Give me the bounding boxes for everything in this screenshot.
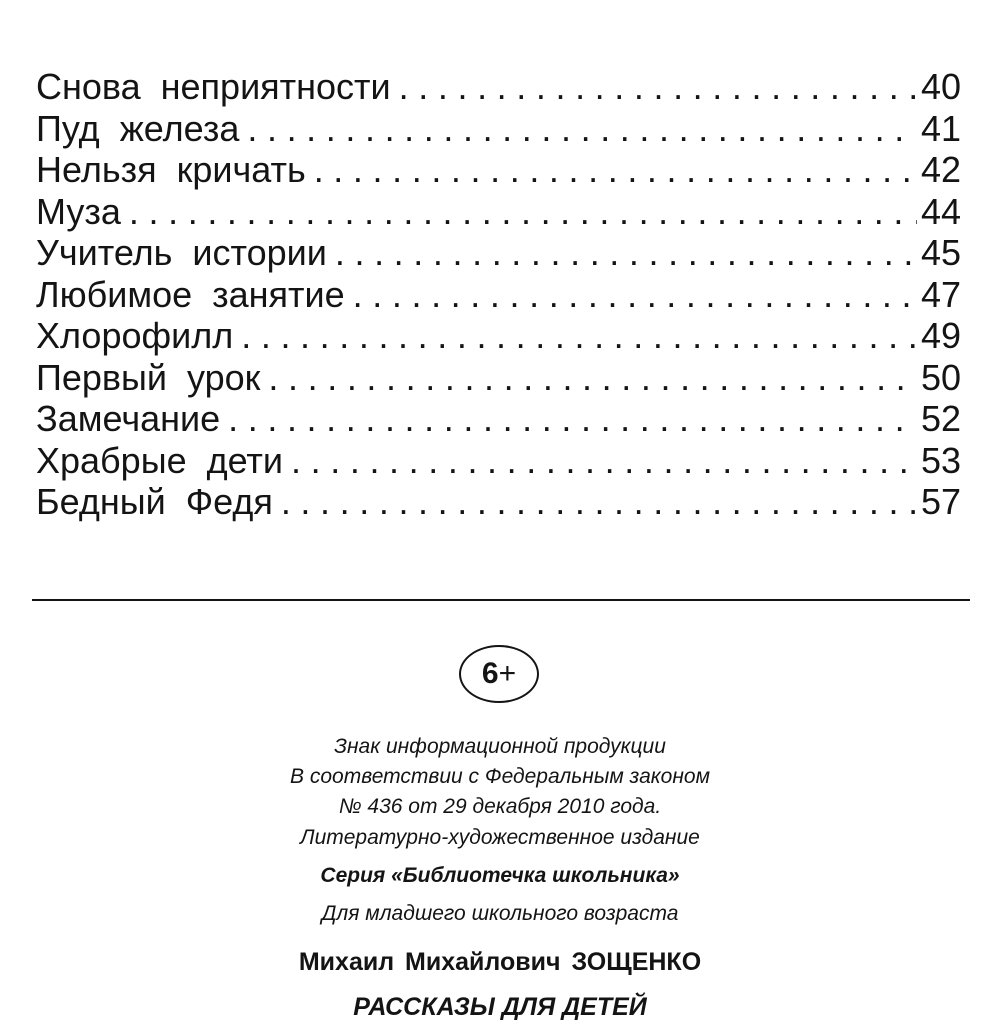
- toc-entry-title: Первый урок: [36, 356, 261, 398]
- toc-leader-dots: [281, 481, 917, 523]
- toc-entry-page: 42: [920, 149, 961, 190]
- age-rating-plus: +: [498, 657, 517, 690]
- toc-entry: [36, 398, 961, 440]
- toc-entry-page: 50: [920, 356, 961, 398]
- author-name: Михаил Михайлович ЗОЩЕНКО: [298, 948, 702, 976]
- toc-entry: [36, 232, 961, 274]
- toc-entry-title: Пуд железа: [36, 107, 240, 149]
- toc-entry: [36, 108, 961, 150]
- toc-leader-dots: [228, 398, 917, 440]
- toc-leader-dots: [335, 232, 917, 274]
- age-rating-badge: [459, 645, 539, 703]
- toc-entry-page: 47: [920, 273, 961, 315]
- toc-entry-page: 45: [920, 232, 961, 273]
- notice-line: В соответствии с Федеральным законом: [290, 765, 710, 788]
- toc-entry-title: Хлорофилл: [36, 315, 234, 356]
- toc-entry-title: Храбрые дети: [36, 439, 284, 481]
- toc-entry: [36, 315, 961, 357]
- toc-entry-page: 49: [920, 315, 961, 356]
- toc-entry-page: 52: [920, 398, 961, 439]
- toc-entry: [36, 357, 961, 399]
- toc-entry-page: 53: [920, 439, 961, 481]
- toc-entry-title: Учитель истории: [36, 232, 327, 273]
- horizontal-divider: [32, 599, 970, 601]
- target-audience: Для младшего школьного возраста: [321, 902, 679, 925]
- toc-entry-title: Любимое занятие: [36, 273, 345, 315]
- toc-entry-page: 44: [920, 190, 961, 232]
- edition-genre: Литературно-художественное издание: [300, 826, 700, 849]
- toc-entry-page: 41: [920, 107, 961, 149]
- toc-entry: [36, 191, 961, 233]
- toc-entry: [36, 149, 961, 191]
- age-rating-number: 6: [481, 657, 499, 690]
- table-of-contents: [36, 66, 961, 523]
- notice-line: Знак информационной продукции: [334, 735, 666, 758]
- toc-entry-title: Муза: [36, 190, 121, 232]
- toc-entry-title: Замечание: [36, 398, 221, 439]
- toc-leader-dots: [291, 440, 917, 482]
- toc-entry-title: Снова неприятности: [36, 66, 391, 107]
- toc-entry: [36, 481, 961, 523]
- toc-entry: [36, 440, 961, 482]
- toc-entry-page: 57: [920, 481, 961, 522]
- toc-leader-dots: [314, 149, 917, 191]
- toc-entry: [36, 66, 961, 108]
- notice-line: № 436 от 29 декабря 2010 года.: [338, 795, 662, 818]
- toc-leader-dots: [241, 315, 917, 357]
- toc-leader-dots: [247, 108, 917, 150]
- toc-entry-page: 40: [920, 66, 961, 107]
- book-title: РАССКАЗЫ ДЛЯ ДЕТЕЙ: [353, 993, 647, 1021]
- toc-leader-dots: [353, 274, 917, 316]
- toc-entry: [36, 274, 961, 316]
- toc-leader-dots: [399, 66, 917, 108]
- toc-leader-dots: [129, 191, 917, 233]
- toc-entry-title: Бедный Федя: [36, 481, 273, 522]
- toc-entry-title: Нельзя кричать: [36, 149, 306, 190]
- series-name: Серия «Библиотечка школьника»: [320, 864, 680, 887]
- toc-leader-dots: [268, 357, 917, 399]
- information-product-notice: [0, 732, 1000, 822]
